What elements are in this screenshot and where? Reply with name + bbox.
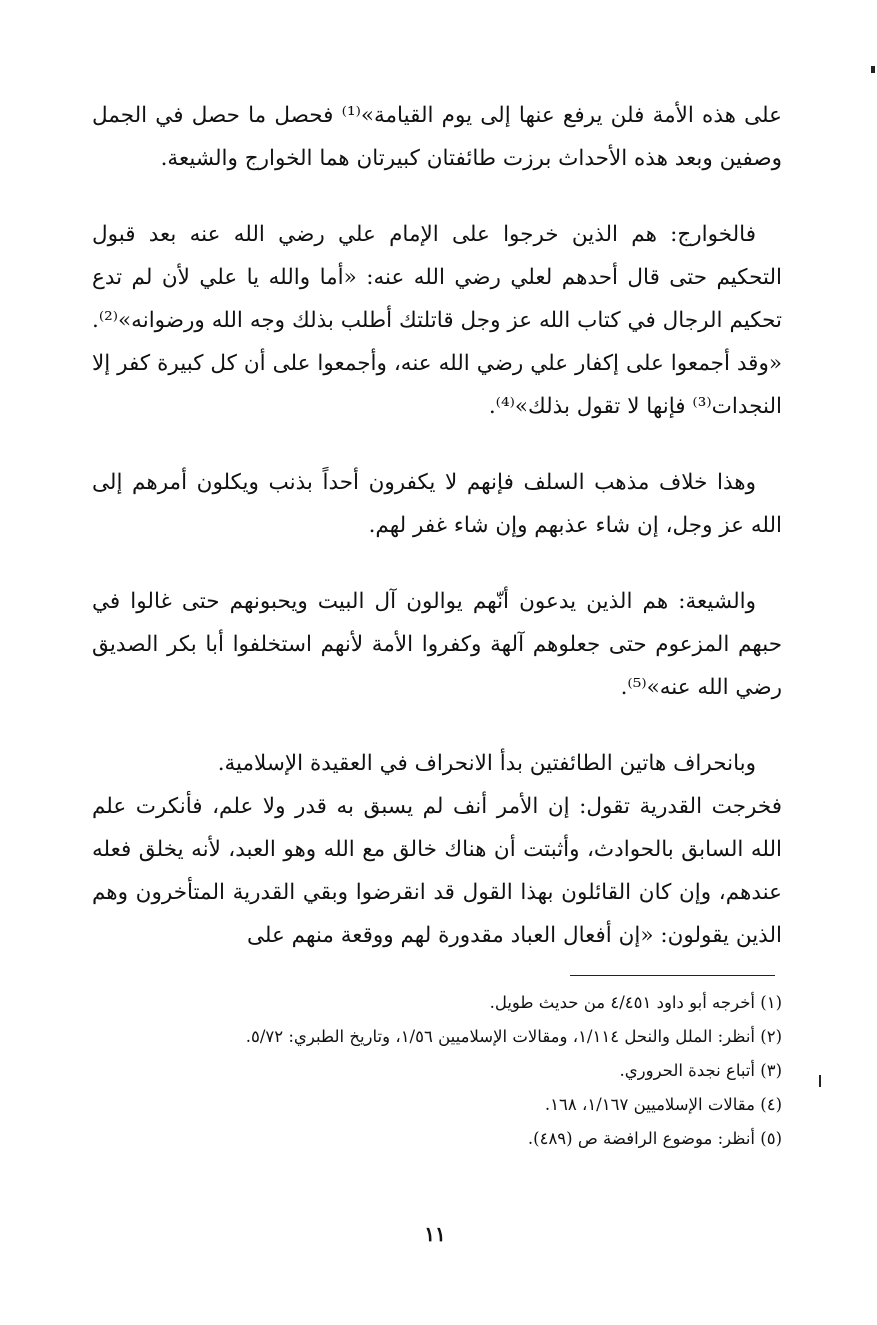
paragraph: فخرجت القدرية تقول: إن الأمر أنف لم يسبق به قدر ولا علم، فأنكرت علم الله السابق بالحوادث، وأثبتت أن هناك خالق مع الله وهو العبد، لأنه يخلق فعله عندهم، وإن كان القائلون بهذا القول قد انقرضوا وبقي القدرية المتأخرون وهم الذين يقولون: «إن أفعال العباد مقدورة لهم ووقعة منهم على <box>92 794 782 948</box>
footnote: (٤) مقالات الإسلاميين ١/١٦٧، ١٦٨. <box>544 1095 782 1114</box>
paragraph: وهذا خلاف مذهب السلف فإنهم لا يكفرون أحداً بذنب ويكلون أمرهم إلى الله عز وجل، إن شاء عذبهم وإن شاء غفر لهم. <box>92 470 782 538</box>
footnote: (٥) أنظر: موضوع الرافضة ص (٤٨٩). <box>527 1129 782 1148</box>
footnote-divider <box>570 975 775 976</box>
footnote: (١) أخرجه أبو داود ٤/٤٥١ من حديث طويل. <box>489 993 782 1012</box>
scan-mark <box>871 66 875 73</box>
footnotes <box>100 986 782 1156</box>
paragraph: وبانحراف هاتين الطائفتين بدأ الانحراف في العقيدة الإسلامية. <box>217 751 756 776</box>
main-text <box>92 94 782 957</box>
paragraph: على هذه الأمة فلن يرفع عنها إلى يوم القيامة»⁽¹⁾ فحصل ما حصل في الجمل وصفين وبعد هذه الأحداث برزت طائفتان كبيرتان هما الخوارج والشيعة. <box>92 103 783 171</box>
scan-mark <box>819 1075 821 1087</box>
footnote: (٣) أتباع نجدة الحروري. <box>619 1061 782 1080</box>
page-number: ١١ <box>424 1222 446 1246</box>
paragraph: والشيعة: هم الذين يدعون أنّهم يوالون آل البيت ويحبونهم حتى غالوا في حبهم المزعوم حتى جعلوهم آلهة وكفروا الأمة لأنهم استخلفوا أبا بكر الصديق رضي الله عنه»⁽⁵⁾. <box>92 589 782 700</box>
footnote: (٢) أنظر: الملل والنحل ١/١١٤، ومقالات الإسلاميين ١/٥٦، وتاريخ الطبري: ٥/٧٢. <box>245 1027 782 1046</box>
paragraph: فالخوارج: هم الذين خرجوا على الإمام علي رضي الله عنه بعد قبول التحكيم حتى قال أحدهم لعلي رضي الله عنه: «أما والله يا علي لأن لم تدع تحكيم الرجال في كتاب الله عز وجل قاتلتك أطلب بذلك وجه الله ورضوانه»⁽²⁾. «وقد أجمعوا على إكفار علي رضي الله عنه، وأجمعوا على أن كل كبيرة كفر إلا النجدات⁽³⁾ فإنها لا تقول بذلك»⁽⁴⁾. <box>92 222 782 419</box>
